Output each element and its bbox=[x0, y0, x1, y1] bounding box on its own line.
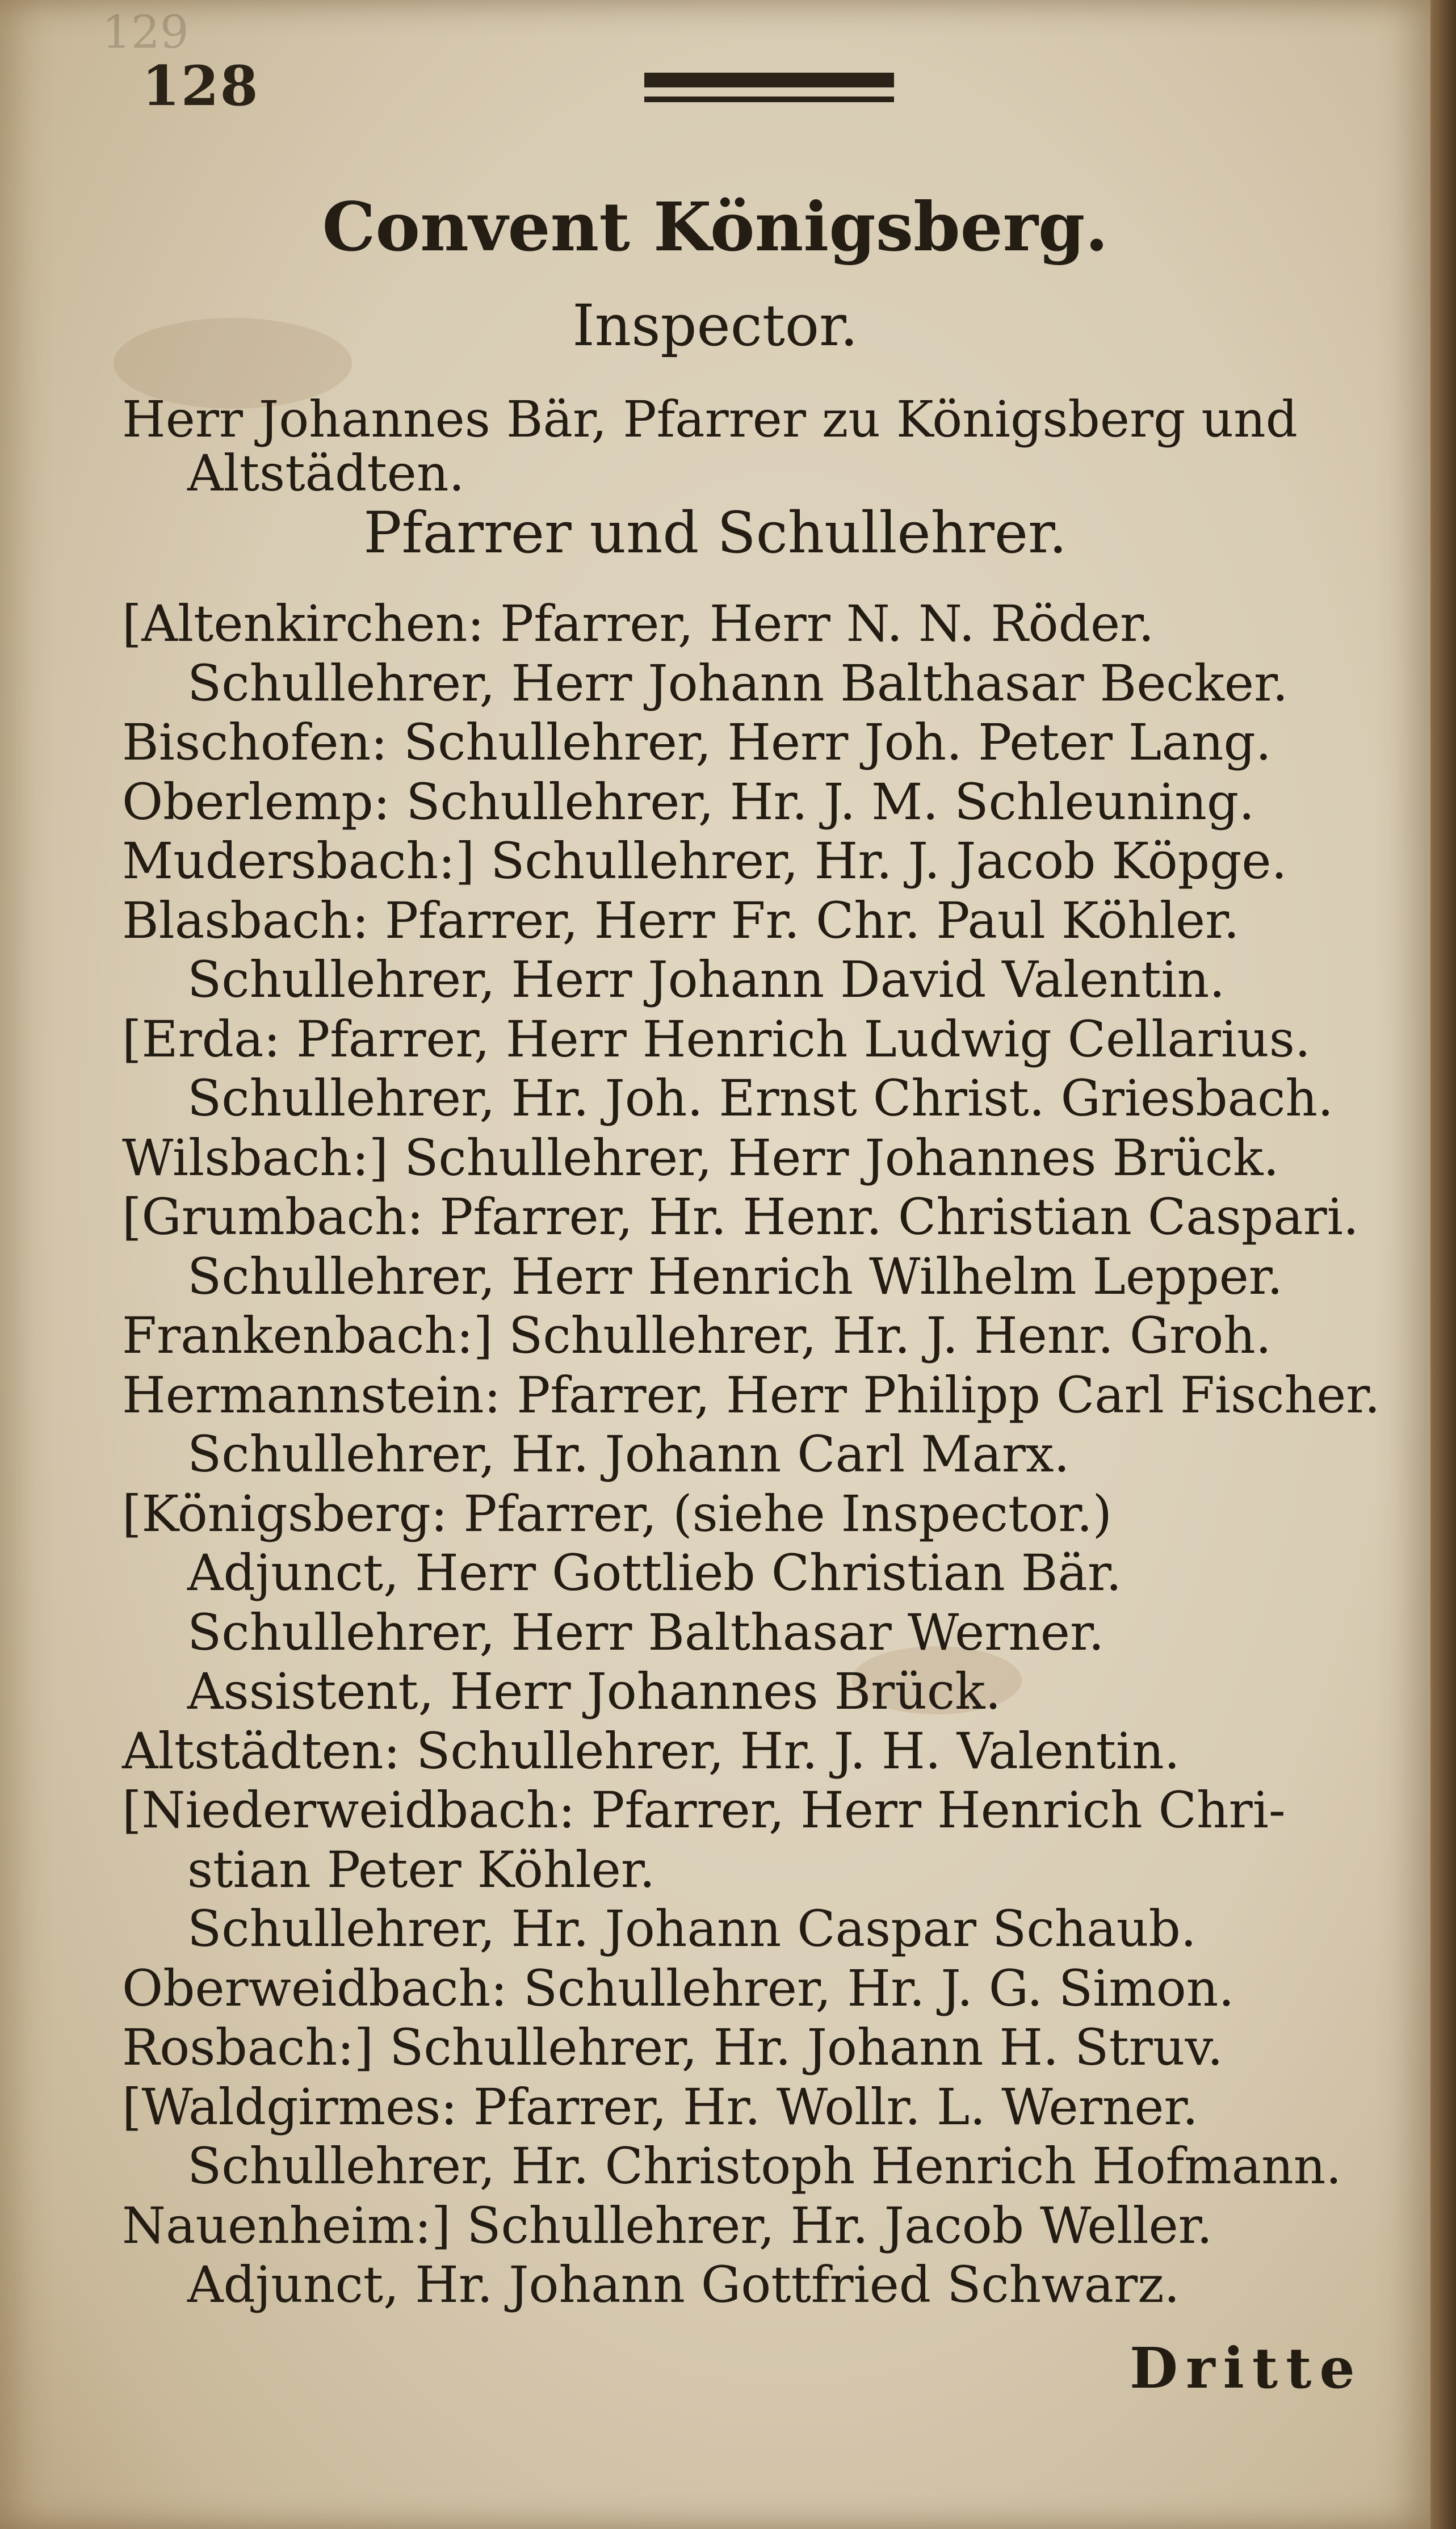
text-line: [Niederweidbach: Pfarrer, Herr Henrich Chri- bbox=[122, 1781, 1286, 1839]
text-line: Adjunct, Hr. Johann Gottfried Schwarz. bbox=[187, 2255, 1180, 2314]
text-line: Schullehrer, Herr Balthasar Werner. bbox=[187, 1603, 1105, 1662]
text-line: Oberlemp: Schullehrer, Hr. J. M. Schleuning. bbox=[122, 772, 1255, 831]
text-line: Altstädten: Schullehrer, Hr. J. H. Valentin. bbox=[122, 1721, 1180, 1780]
text-line: Schullehrer, Hr. Johann Carl Marx. bbox=[187, 1425, 1070, 1483]
text-line: [Altenkirchen: Pfarrer, Herr N. N. Röder. bbox=[122, 594, 1155, 653]
faint-page-number: 129 bbox=[102, 6, 189, 58]
text-line: Herr Johannes Bär, Pfarrer zu Königsberg und bbox=[122, 390, 1298, 448]
text-line: Schullehrer, Hr. Christoph Henrich Hofmann. bbox=[187, 2137, 1342, 2195]
section-heading-pastors: Pfarrer und Schullehrer. bbox=[363, 500, 1067, 566]
book-edge bbox=[1430, 0, 1456, 2529]
text-line: Frankenbach:] Schullehrer, Hr. J. Henr. Groh. bbox=[122, 1306, 1272, 1365]
text-line: Assistent, Herr Johannes Brück. bbox=[187, 1662, 1001, 1721]
text-line: stian Peter Köhler. bbox=[187, 1840, 656, 1899]
text-line: Mudersbach:] Schullehrer, Hr. J. Jacob Köpge. bbox=[122, 832, 1287, 890]
text-line: Schullehrer, Hr. Johann Caspar Schaub. bbox=[187, 1899, 1197, 1958]
text-line: Hermannstein: Pfarrer, Herr Philipp Carl Fischer. bbox=[122, 1365, 1381, 1424]
text-line: Wilsbach:] Schullehrer, Herr Johannes Brück. bbox=[122, 1128, 1279, 1187]
text-line: Schullehrer, Herr Johann Balthasar Becker. bbox=[187, 653, 1289, 712]
text-line: Adjunct, Herr Gottlieb Christian Bär. bbox=[187, 1544, 1122, 1602]
text-line: [Waldgirmes: Pfarrer, Hr. Wollr. L. Werner. bbox=[122, 2077, 1198, 2136]
text-line: Schullehrer, Herr Johann David Valentin. bbox=[187, 950, 1226, 1009]
text-line: Schullehrer, Herr Henrich Wilhelm Lepper. bbox=[187, 1247, 1283, 1306]
text-line: Blasbach: Pfarrer, Herr Fr. Chr. Paul Köhler. bbox=[122, 891, 1240, 950]
text-line: [Erda: Pfarrer, Herr Henrich Ludwig Cellarius. bbox=[122, 1009, 1311, 1068]
page-number: 128 bbox=[142, 54, 259, 118]
section-heading-inspector: Inspector. bbox=[572, 292, 858, 359]
text-line: Altstädten. bbox=[187, 444, 465, 502]
text-line: Bischofen: Schullehrer, Herr Joh. Peter Lang. bbox=[122, 713, 1272, 771]
text-line: [Grumbach: Pfarrer, Hr. Henr. Christian Caspari. bbox=[122, 1188, 1359, 1246]
text-line: [Königsberg: Pfarrer, (siehe Inspector.) bbox=[122, 1484, 1113, 1543]
page-title: Convent Königsberg. bbox=[322, 187, 1109, 266]
text-line: Oberweidbach: Schullehrer, Hr. J. G. Simon. bbox=[122, 1958, 1235, 2018]
header-rule-thin bbox=[644, 97, 894, 102]
text-line: Rosbach:] Schullehrer, Hr. Johann H. Struv. bbox=[122, 2018, 1223, 2077]
header-rule-thick bbox=[644, 73, 894, 87]
catchword: Dritte bbox=[1130, 2336, 1363, 2401]
text-line: Nauenheim:] Schullehrer, Hr. Jacob Weller. bbox=[122, 2196, 1213, 2255]
text-line: Schullehrer, Hr. Joh. Ernst Christ. Griesbach. bbox=[187, 1069, 1334, 1127]
